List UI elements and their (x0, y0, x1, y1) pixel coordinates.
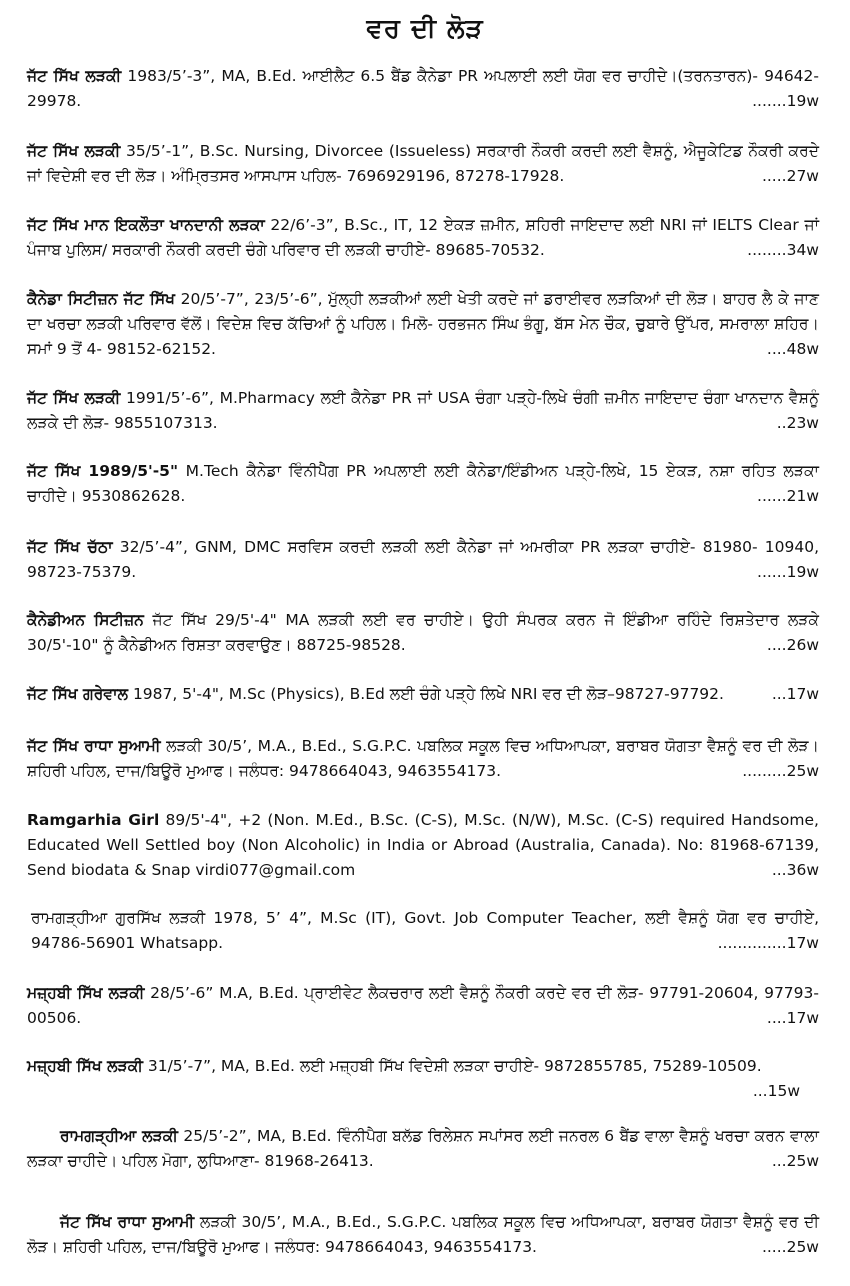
ad-code: .......19w (752, 92, 819, 110)
classified-ad (27, 64, 819, 114)
ad-code: ......21w (757, 487, 819, 505)
ad-text: ਰਾਮਗੜ੍ਹੀਆ ਗੁਰਸਿੱਖ ਲੜਕੀ 1978, 5’ 4”, M.Sc (IT), Govt. Job Computer Teacher, ਲਈ ਵੈਸ਼ਨੂੰ ਯੋਗ ਵਰ ਚਾਹੀਏ, 94786-56901 Whatsapp. (31, 909, 819, 952)
ad-code: .........25w (742, 762, 819, 780)
ad-heading: ਜੱਟ ਸਿੱਖ ਗਰੇਵਾਲ (27, 685, 129, 703)
ad-text: 1991/5’-6”, M.Pharmacy ਲਈ ਕੈਨੇਡਾ PR ਜਾਂ USA ਚੰਗਾ ਪੜ੍ਹੇ-ਲਿਖੇ ਚੰਗੀ ਜ਼ਮੀਨ ਜਾਇਦਾਦ ਚੰਗਾ ਖਾਨਦਾਨ ਵੈਸ਼ਨੂੰ ਲੜਕੇ ਦੀ ਲੋੜ- 9855107313. (27, 389, 819, 432)
ad-code: ......19w (757, 563, 819, 581)
ad-text: 1987, 5'-4", M.Sc (Physics), B.Ed ਲਈ ਚੰਗੇ ਪੜ੍ਹੇ ਲਿਖੇ NRI ਵਰ ਦੀ ਲੋੜ–98727-97792. (128, 685, 724, 703)
ad-heading: ਜੱਟ ਸਿੱਖ ਰਾਧਾ ਸੁਆਮੀ (27, 737, 161, 755)
classified-ad (27, 682, 819, 707)
ad-heading: ਮਜ਼੍ਹਬੀ ਸਿੱਖ ਲੜਕੀ (27, 1057, 143, 1075)
ad-heading: ਜੱਟ ਸਿੱਖ ਲੜਕੀ (27, 142, 121, 160)
ad-heading: ਜੱਟ ਸਿੱਖ ਮਾਨ ਇਕਲੌਤਾ ਖਾਨਦਾਨੀ ਲੜਕਾ (27, 216, 265, 234)
ad-code: ..............17w (717, 934, 819, 952)
classified-ad (27, 386, 819, 436)
classified-ad (27, 1124, 819, 1174)
ad-heading: Ramgarhia Girl (27, 811, 160, 829)
ad-heading: ਜੱਟ ਸਿੱਖ ਲੜਕੀ (27, 67, 122, 85)
ad-text: M.Tech ਕੈਨੇਡਾ ਵਿੰਨੀਪੈੱਗ PR ਅਪਲਾਈ ਲਈ ਕੈਨੇਡਾ/ਇੰਡੀਅਨ ਪੜ੍ਹੇ-ਲਿਖੇ, 15 ਏਕੜ, ਨਸ਼ਾ ਰਹਿਤ ਲੜਕਾ ਚਾਹੀਦੇ। 9530862628. (27, 462, 819, 505)
ad-code: ..23w (776, 414, 819, 432)
ad-code: ....48w (766, 340, 819, 358)
ad-code: ........34w (747, 241, 819, 259)
ad-code: ...25w (771, 1152, 819, 1170)
ad-heading: ਮਜ਼੍ਹਬੀ ਸਿੱਖ ਲੜਕੀ (27, 984, 145, 1002)
ad-code: ....26w (766, 636, 819, 654)
ad-heading: ਜੱਟ ਸਿੱਖ ਲੜਕੀ (27, 389, 121, 407)
ad-text: 35/5’-1”, B.Sc. Nursing, Divorcee (Issueless) ਸਰਕਾਰੀ ਨੌਕਰੀ ਕਰਦੀ ਲਈ ਵੈਸ਼ਨੂੰ, ਐਜੂਕੇਟਿਡ ਨੌਕਰੀ ਕਰਦੇ ਜਾਂ ਵਿਦੇਸ਼ੀ ਵਰ ਦੀ ਲੋੜ। ਅੰਮ੍ਰਿਤਸਰ ਆਸਪਾਸ ਪਹਿਲ- 7696929196, 87278-17928. (27, 142, 820, 185)
ad-code: ...17w (771, 685, 819, 703)
ad-text: ਲੜਕੀ 30/5’, M.A., B.Ed., S.G.P.C. ਪਬਲਿਕ ਸਕੂਲ ਵਿਚ ਅਧਿਆਪਕਾ, ਬਰਾਬਰ ਯੋਗਤਾ ਵੈਸ਼ਨੂੰ ਵਰ ਦੀ ਲੋੜ। ਸ਼ਹਿਰੀ ਪਹਿਲ, ਦਾਜ/ਬਿਊਰੋ ਮੁਆਫ। ਜਲੰਧਰ: 9478664043, 9463554173. (27, 1213, 819, 1256)
classified-ad (27, 808, 819, 883)
ad-code: .....27w (761, 167, 819, 185)
ad-text: 89/5'-4", +2 (Non. M.Ed., B.Sc. (C-S), M.Sc. (N/W), M.Sc. (C-S) required Handsome, Educated Well Settled boy (Non Alcoholic) in India or Abroad (Australia, Canada). No: 81968-67139, Send biodata & Snap virdi077@gmail.com (27, 811, 819, 879)
ad-text: 1983/5’-3”, MA, B.Ed. ਆਈਲੈਟ 6.5 ਬੈਂਡ ਕੈਨੇਡਾ PR ਅਪਲਾਈ ਲਈ ਯੋਗ ਵਰ ਚਾਹੀਦੇ।(ਤਰਨਤਾਰਨ)- 94642-29978. (27, 67, 819, 110)
classified-ad (27, 981, 819, 1031)
ad-text: 20/5’-7”, 23/5’-6”, ਮੁੱਲ੍ਹੀ ਲੜਕੀਆਂ ਲਈ ਖੇਤੀ ਕਰਦੇ ਜਾਂ ਡਰਾਈਵਰ ਲੜਕਿਆਂ ਦੀ ਲੋੜ। ਬਾਹਰ ਲੈ ਕੇ ਜਾਣ ਦਾ ਖਰਚਾ ਲੜਕੀ ਪਰਿਵਾਰ ਵੱਲੋਂ। ਵਿਦੇਸ਼ ਵਿਚ ਕੱਚਿਆਂ ਨੂੰ ਪਹਿਲ। ਮਿਲੋ- ਹਰਭਜਨ ਸਿੰਘ ਭੰਗੂ, ਬੱਸ ਮੇਨ ਚੌਕ, ਚੁਬਾਰੇ ਉੱਪਰ, ਸਮਰਾਲਾ ਸ਼ਹਿਰ। ਸਮਾਂ 9 ਤੋਂ 4- 98152-62152. (27, 290, 819, 358)
ad-text: 25/5’-2”, MA, B.Ed. ਵਿੰਨੀਪੈਗ ਬਲੱਡ ਰਿਲੇਸ਼ਨ ਸਪਾਂਸਰ ਲਈ ਜਨਰਲ 6 ਬੈਂਡ ਵਾਲਾ ਵੈਸ਼ਨੂੰ ਖਰਚਾ ਕਰਨ ਵਾਲਾ ਲੜਕਾ ਚਾਹੀਦੇ। ਪਹਿਲ ਮੋਗਾ, ਲੁਧਿਆਣਾ- 81968-26413. (27, 1127, 819, 1170)
ad-text: 31/5’-7”, MA, B.Ed. ਲਈ ਮਜ਼੍ਹਬੀ ਸਿੱਖ ਵਿਦੇਸ਼ੀ ਲੜਕਾ ਚਾਹੀਏ- 9872855785, 75289-10509. (142, 1057, 762, 1075)
classified-ad (27, 1210, 819, 1260)
classified-ad (27, 734, 819, 784)
ad-heading: ਜੱਟ ਸਿੱਖ ਰਾਧਾ ਸੁਆਮੀ (60, 1213, 195, 1231)
ad-heading: ਜੱਟ ਸਿੱਖ ਚੱਠਾ (27, 538, 113, 556)
page-title: ਵਰ ਦੀ ਲੋੜ (366, 14, 484, 44)
ad-text: 28/5’-6” M.A, B.Ed. ਪ੍ਰਾਈਵੇਟ ਲੈਕਚਰਾਰ ਲਈ ਵੈਸ਼ਨੂੰ ਨੌਕਰੀ ਕਰਦੇ ਵਰ ਦੀ ਲੋੜ- 97791-20604, 97793-00506. (27, 984, 819, 1027)
ad-text: 32/5’-4”, GNM, DMC ਸਰਵਿਸ ਕਰਦੀ ਲੜਕੀ ਲਈ ਕੈਨੇਡਾ ਜਾਂ ਅਮਰੀਕਾ PR ਲੜਕਾ ਚਾਹੀਏ- 81980- 10940, 98723-75379. (27, 538, 820, 581)
classified-ad (31, 906, 819, 956)
ad-code: ...15w (752, 1082, 800, 1100)
ad-code: .....25w (761, 1238, 819, 1256)
ad-heading: ਰਾਮਗੜ੍ਹੀਆ ਲੜਕੀ (60, 1127, 178, 1145)
classified-ad (27, 213, 819, 263)
classified-ad (27, 535, 819, 585)
ad-text: 22/6’-3”, B.Sc., IT, 12 ਏਕੜ ਜ਼ਮੀਨ, ਸ਼ਹਿਰੀ ਜਾਇਦਾਦ ਲਈ NRI ਜਾਂ IELTS Clear ਜਾਂ ਪੰਜਾਬ ਪੁਲਿਸ/ ਸਰਕਾਰੀ ਨੌਕਰੀ ਕਰਦੀ ਚੰਗੇ ਪਰਿਵਾਰ ਦੀ ਲੜਕੀ ਚਾਹੀਏ- 89685-70532. (27, 216, 819, 259)
ad-code: ...36w (771, 861, 819, 879)
classified-ad (27, 139, 819, 189)
classified-ad (27, 608, 819, 658)
ad-heading: ਕੈਨੇਡੀਅਨ ਸਿਟੀਜ਼ਨ (27, 611, 144, 629)
ad-text: ਜੱਟ ਸਿੱਖ 29/5'-4" MA ਲੜਕੀ ਲਈ ਵਰ ਚਾਹੀਏ। ਉਹੀ ਸੰਪਰਕ ਕਰਨ ਜੋ ਇੰਡੀਆ ਰਹਿੰਦੇ ਰਿਸ਼ਤੇਦਾਰ ਲੜਕੇ 30/5'-10" ਨੂੰ ਕੈਨੇਡੀਅਨ ਰਿਸ਼ਤਾ ਕਰਵਾਉਣ। 88725-98528. (27, 611, 820, 654)
classified-ad (27, 287, 819, 362)
ad-text: ਲੜਕੀ 30/5’, M.A., B.Ed., S.G.P.C. ਪਬਲਿਕ ਸਕੂਲ ਵਿਚ ਅਧਿਆਪਕਾ, ਬਰਾਬਰ ਯੋਗਤਾ ਵੈਸ਼ਨੂੰ ਵਰ ਦੀ ਲੋੜ। ਸ਼ਹਿਰੀ ਪਹਿਲ, ਦਾਜ/ਬਿਊਰੋ ਮੁਆਫ। ਜਲੰਧਰ: 9478664043, 9463554173. (27, 737, 819, 780)
ad-code: ....17w (766, 1009, 819, 1027)
ad-heading: ਜੱਟ ਸਿੱਖ 1989/5'-5" (27, 462, 179, 480)
classified-ad (27, 459, 819, 509)
classified-ad (27, 1054, 800, 1104)
ad-heading: ਕੈਨੇਡਾ ਸਿਟੀਜ਼ਨ ਜੱਟ ਸਿੱਖ (27, 290, 175, 308)
